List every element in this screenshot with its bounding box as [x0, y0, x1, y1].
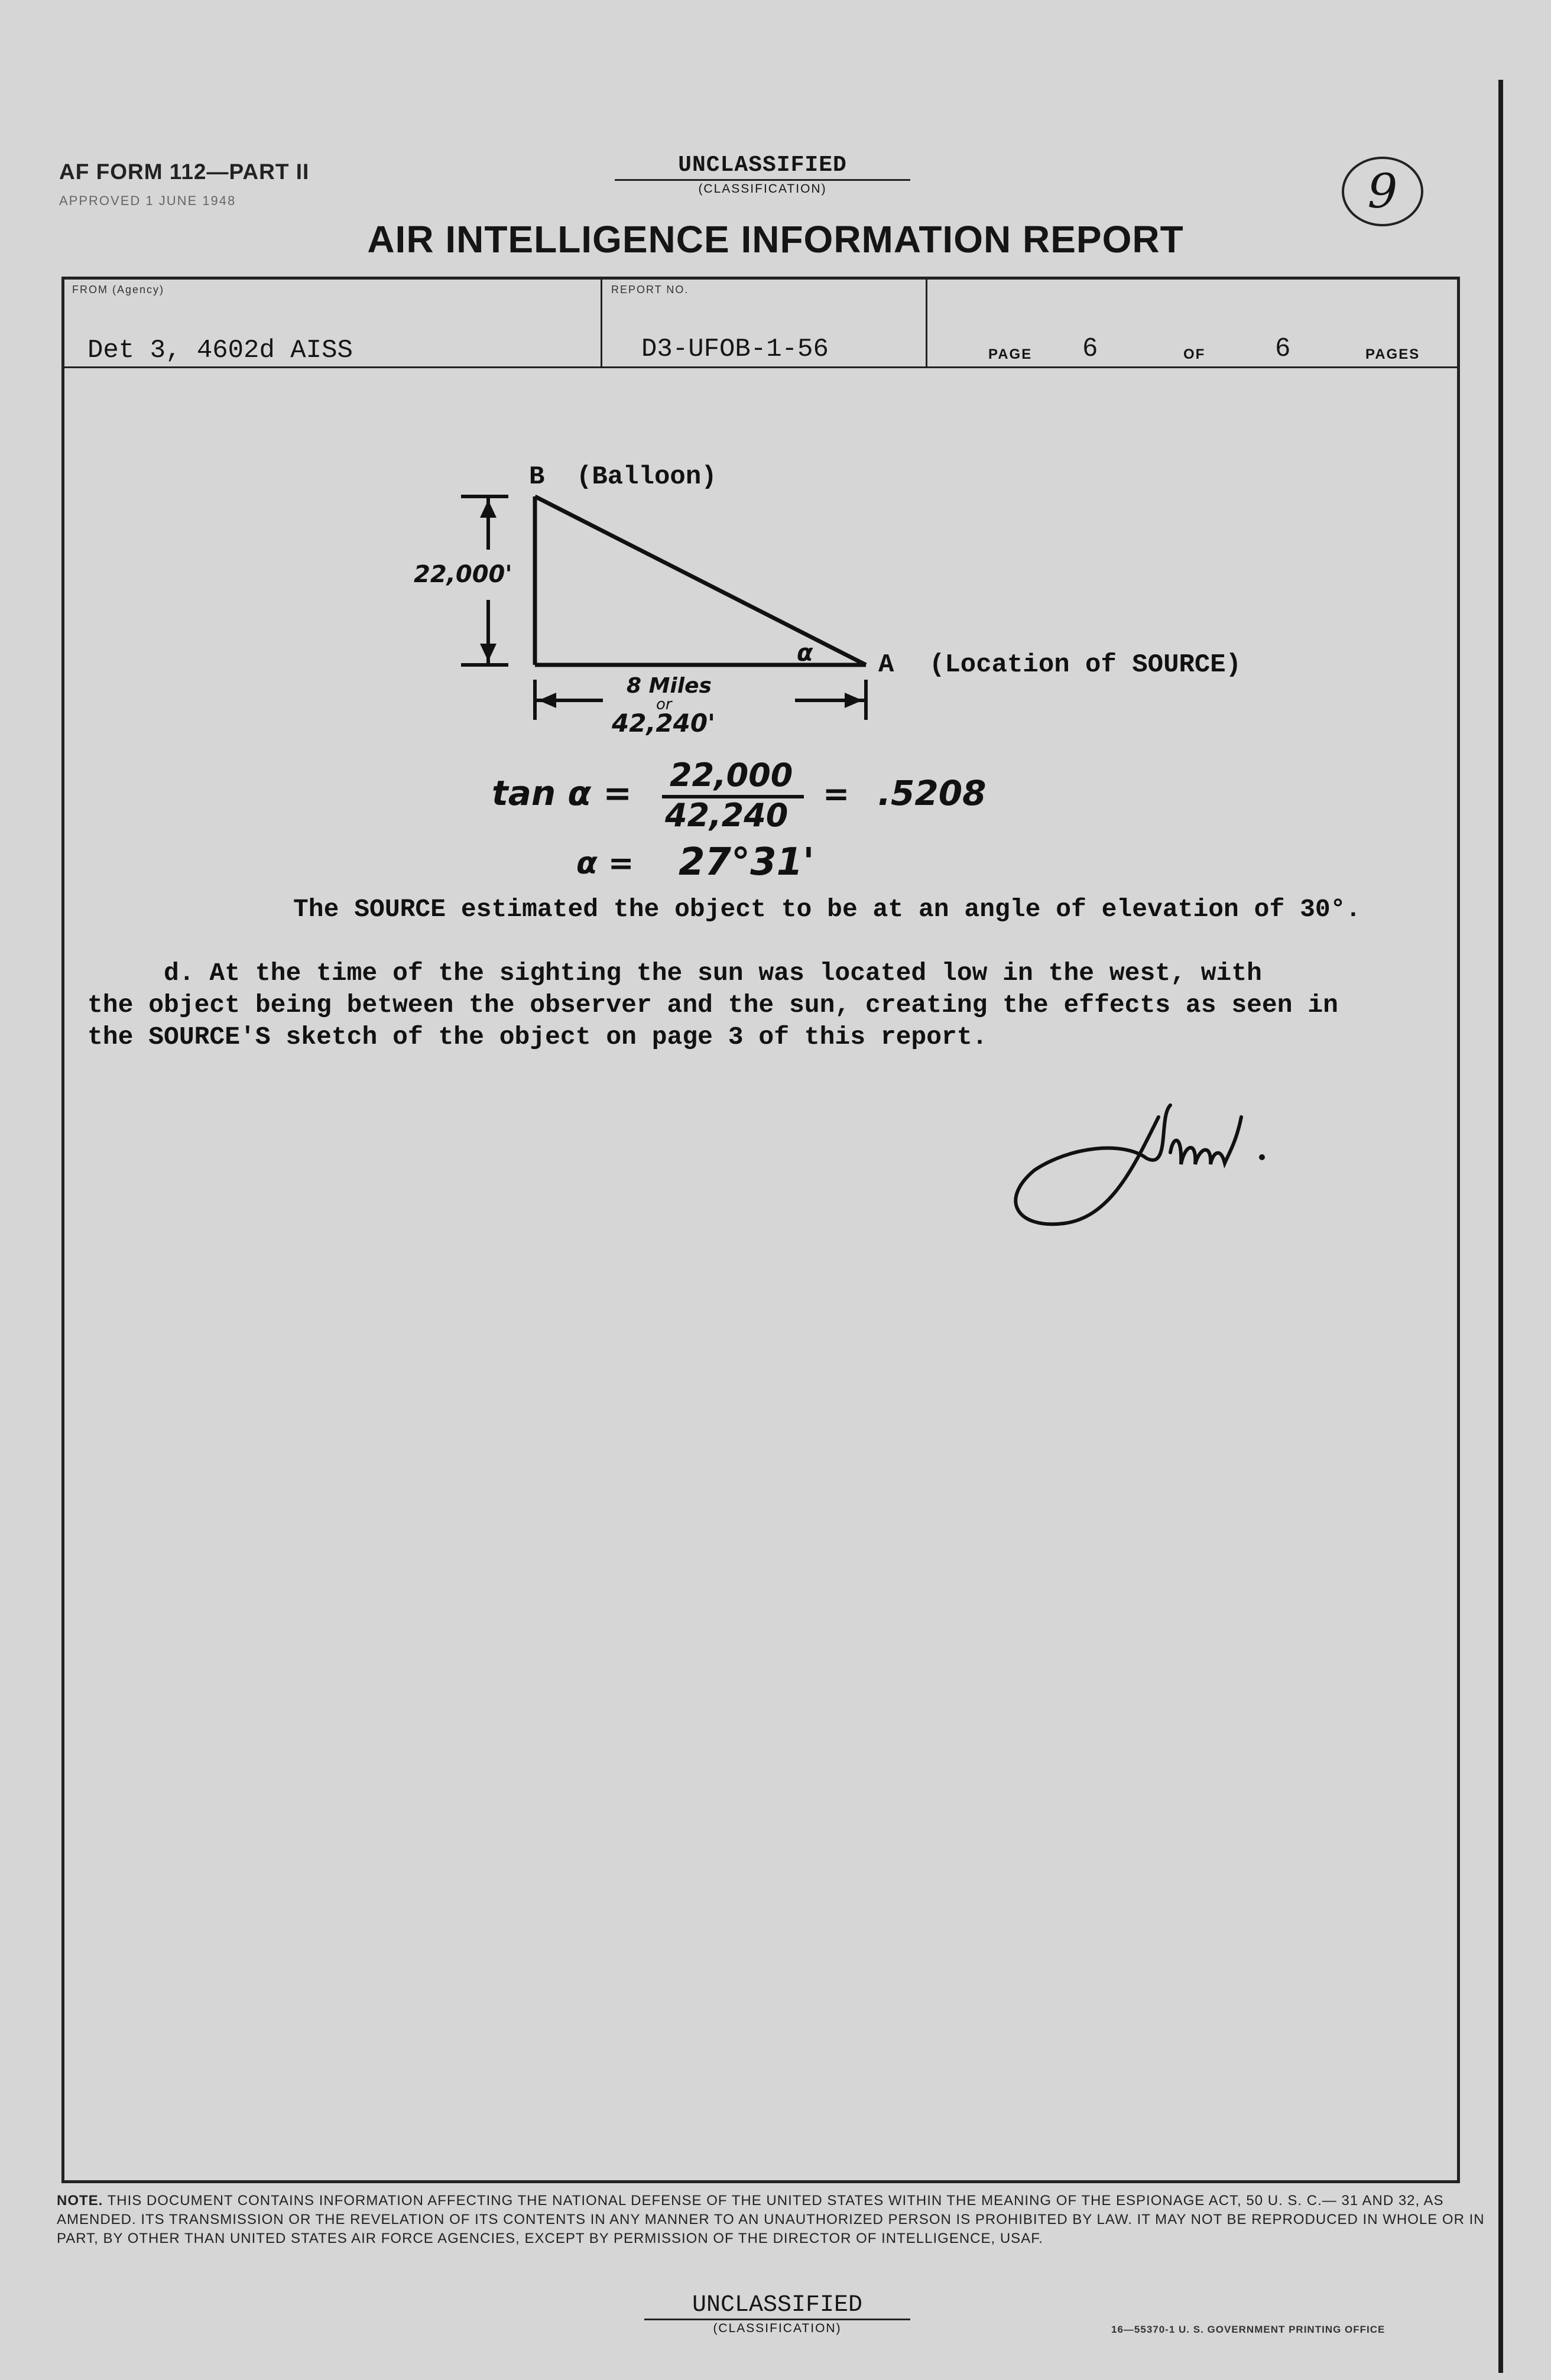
from-value: Det 3, 4602d AISS [87, 336, 353, 365]
label-source-location: (Location of SOURCE) [929, 650, 1242, 680]
tan-equals: = [823, 775, 850, 813]
base-label-or: or [656, 696, 672, 713]
base-label-miles: 8 Miles [627, 674, 712, 698]
classification-bottom-label: UNCLASSIFIED [692, 2292, 863, 2319]
note-text: THIS DOCUMENT CONTAINS INFORMATION AFFECTING THE NATIONAL DEFENSE OF THE UNITED STATES WITHIN THE MEANING OF THE ESPIONAGE ACT, 50 U. S. C.— 31 AND 32, AS AMENDED. ITS TRANSMISSION OR THE REVELATION OF ITS CONTENTS IN ANY MANNER TO AN UNAUTHORIZED PERSON IS PROHIBITED BY LAW. IT MAY NOT BE REPRODUCED IN WHOLE OR IN PART, BY OTHER THAN UNITED STATES AIR FORCE AGENCIES, EXCEPT BY PERMISSION OF THE DIRECTOR OF INTELLIGENCE, USAF. [57, 2193, 1485, 2246]
report-no-caption: REPORT NO. [611, 284, 689, 296]
classification-bottom [644, 2292, 910, 2336]
printer-imprint: 16—55370-1 U. S. GOVERNMENT PRINTING OFFICE [1111, 2324, 1385, 2335]
from-caption: FROM (Agency) [72, 284, 165, 296]
tan-result: .5208 [878, 773, 987, 813]
signature-dot [1259, 1154, 1265, 1160]
angle-symbol: α [797, 639, 813, 667]
classification-bottom-caption: (CLASSIFICATION) [713, 2321, 842, 2335]
report-title: AIR INTELLIGENCE INFORMATION REPORT [367, 218, 1184, 261]
note-label: NOTE. [57, 2193, 103, 2209]
height-arrow-up [480, 500, 497, 518]
elevation-statement: The SOURCE estimated the object to be at an angle of elevation of 30°. [293, 895, 1361, 924]
classification-label: UNCLASSIFIED [678, 152, 847, 178]
triangle-diagram [0, 0, 1551, 884]
page-caption: PAGE [988, 346, 1033, 362]
base-label-feet: 42,240' [612, 709, 715, 738]
of-value: 6 [1276, 333, 1290, 362]
angle-lhs: α = [576, 846, 634, 881]
angle-result: 27°31' [679, 840, 815, 884]
form-id: AF FORM 112—PART II [59, 160, 310, 184]
signature-loop [1015, 1105, 1170, 1224]
report-no-value: D3-UFOB-1-56 [641, 335, 829, 364]
signature [993, 1082, 1300, 1241]
base-arrow-left [538, 693, 556, 708]
signature-letters [1170, 1117, 1241, 1164]
label-a: A [878, 650, 894, 680]
height-label: 22,000' [414, 561, 512, 588]
classification-caption: (CLASSIFICATION) [698, 182, 827, 196]
page-value: 6 [1083, 333, 1098, 362]
approved-date: APPROVED 1 JUNE 1948 [59, 193, 236, 208]
triangle-hypotenuse [535, 496, 866, 665]
tan-lhs: tan α = [492, 773, 632, 813]
paragraph-d-line-2: the object being between the observer and the sun, creating the effects as seen in [87, 991, 1338, 1019]
label-balloon: (Balloon) [576, 462, 717, 492]
base-arrow-right [845, 693, 862, 708]
height-arrow-down [480, 644, 497, 661]
page-mark: 9 [1367, 164, 1398, 219]
classification-bottom-rule [644, 2319, 910, 2320]
paragraph-d-line-1: d. At the time of the sighting the sun was located low in the west, with [87, 959, 1262, 988]
paragraph-d-line-3: the SOURCE'S sketch of the object on page 3 of this report. [87, 1022, 988, 1051]
label-b: B [529, 462, 545, 492]
pages-caption: PAGES [1365, 346, 1420, 362]
fraction-numerator: 22,000 [670, 756, 793, 794]
of-caption: OF [1183, 346, 1206, 362]
legal-note [57, 2191, 1487, 2248]
fraction-denominator: 42,240 [665, 797, 789, 834]
